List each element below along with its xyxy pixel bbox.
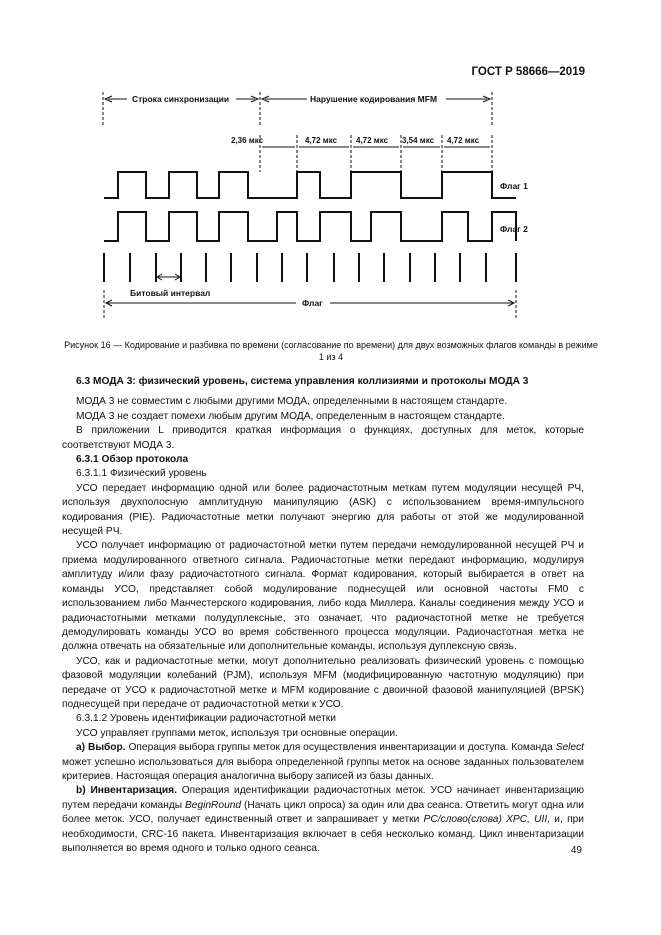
list-item-label: b) Инвентаризация. (76, 785, 177, 797)
list-item-inventory: b) Инвентаризация. Операция идентификации радиочастотных меток. УСО начинает инвентаризацию путем передачи команды BeginRound (Начать цикл опроса) за один или два сеанса. Ответить могут одна или более меток. УСО, получает единственный ответ и запрашивает у метки PC/слово(слова) XPC, UII, и, при необходимости, CRC-16 пакета. Инвентаризация включает в себя несколько команд. Цикл инвентаризации выполняется во время одного и только одного сеанса. (62, 785, 584, 854)
paragraph: МОДА 3 не создает помехи любым другим МОДА, определенным в настоящем стандарте. (76, 410, 505, 422)
paragraph: УСО передает информацию одной или более радиочастотным меткам путем модуляции несущей РЧ, используя двухполосную амплитудную манипуляцию (ASK) с использованием время-импульсного кодирования (PIE). Радиочастотные метки получают энергию для работы от этой же модулированной несущей РЧ. (62, 482, 584, 538)
flag-label: Флаг (302, 298, 323, 308)
duration-label: 4,72 мкс (305, 136, 338, 145)
subsubsection-title: 6.3.1.2 Уровень идентификации радиочастотной метки (76, 713, 336, 725)
duration-label: 2,36 мкс (231, 136, 264, 145)
mfm-violation-label: Нарушение кодирования MFM (310, 94, 438, 104)
paragraph: УСО управляет группами меток, используя три основные операции. (76, 727, 398, 739)
duration-label: 3,54 мкс (402, 136, 435, 145)
document-header: ГОСТ Р 58666—2019 (471, 66, 585, 78)
flag1-label: Флаг 1 (500, 181, 528, 191)
paragraph: УСО получает информацию от радиочастотной метки путем передачи немодулированной несущей РЧ и приема модулированного ответного сигнала. Радиочастотные метки передают информацию, модулируя амплитуду и/или фазу радиочастотного сигнала. Формат кодирования, который выбирается в ответ на команды УСО, представляет собой модулирование поднесущей или основной частоты FM0 с использованием либо Манчестерского кодирования, либо кода Миллера. Каналы соединения между УСО и радиочастотными метками полудуплексные, это означает, что радиочастотной метке не требуется демодулировать команды УСО во время собственного процесса модуляции. Радиочастотная метка не должна отвечать на обязательные или дополнительные команды, используя дуплексную связь. (62, 540, 584, 653)
identifier-list: PC/слово(слова) XPC, UII, (423, 814, 551, 826)
figure-caption: Рисунок 16 — Кодирование и разбивка по времени (согласование по времени) для двух возможных флагов команды в режиме 1 из 4 (64, 340, 598, 362)
list-item-select: а) Выбор. Операция выбора группы меток для осуществления инвентаризации и доступа. Команда Select может успешно использоваться для выбора определенной группы меток на основе заданных пользователем критериев. Настоящая операция аналогична выбору записей из базы данных. (62, 742, 585, 782)
paragraph: УСО, как и радиочастотные метки, могут дополнительно реализовать физический уровень с помощью фазовой модуляции колебаний (PJM), используя MFM (модифицированную частотную модуляцию) при передаче от УСО к радиочастотной метке и MFM кодирование с двоичной фазовой манипуляцией (BPSK) поднесущей при передаче от радиочастотной метки к УСО. (62, 655, 584, 710)
paragraph: МОДА 3 не совместим с любыми другими МОДА, определенными в настоящем стандарте. (76, 396, 508, 408)
sync-string-label: Строка синхронизации (132, 94, 230, 104)
command-name: Select (555, 742, 585, 754)
subsubsection-title: 6.3.1.1 Физический уровень (76, 468, 207, 480)
paragraph: В приложении L приводится краткая информация о функциях, доступных для меток, которые соответствуют МОДА 3. (62, 425, 584, 451)
flag2-label: Флаг 2 (500, 224, 528, 234)
subsection-title: 6.3.1 Обзор протокола (76, 454, 189, 466)
duration-label: 4,72 мкс (447, 136, 480, 145)
page-number: 49 (570, 845, 582, 856)
section-body (62, 375, 584, 856)
list-item-label: а) Выбор. (76, 742, 126, 754)
section-title: 6.3 МОДА 3: физический уровень, система управления коллизиями и протоколы МОДА 3 (76, 376, 529, 387)
timing-diagram (0, 0, 661, 335)
command-name: BeginRound (184, 799, 242, 811)
bit-interval-label: Битовый интервал (130, 288, 211, 298)
duration-label: 4,72 мкс (356, 136, 389, 145)
